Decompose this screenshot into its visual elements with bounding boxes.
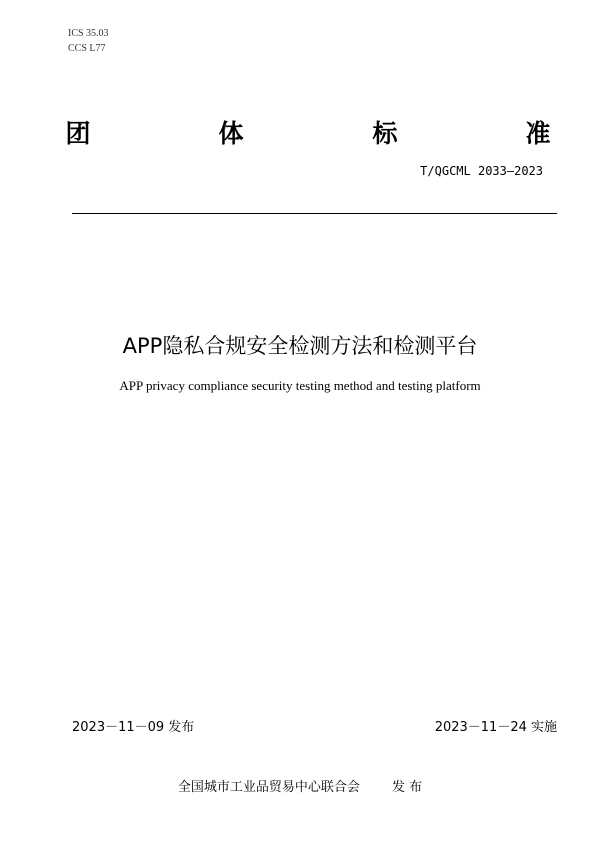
release-date: 2023－11－09 发布	[72, 720, 195, 735]
publisher-action: 发 布	[392, 780, 423, 795]
standard-type-char: 团	[65, 119, 91, 148]
standard-number: T/QGCML 2033—2023	[420, 164, 543, 178]
divider	[72, 213, 557, 214]
publisher	[0, 776, 600, 795]
standard-type-char: 准	[525, 119, 551, 148]
publisher-name: 全国城市工业品贸易中心联合会	[177, 780, 360, 795]
ics-code: ICS 35.03	[68, 28, 109, 39]
standard-type-char: 标	[372, 119, 398, 148]
document-title: APP隐私合规安全检测方法和检测平台	[122, 334, 478, 358]
standard-type-char: 体	[218, 119, 244, 148]
ccs-code: CCS L77	[68, 43, 106, 54]
implement-date: 2023－11－24 实施	[434, 720, 557, 735]
document-title-english: APP privacy compliance security testing method and testing platform	[119, 378, 481, 393]
